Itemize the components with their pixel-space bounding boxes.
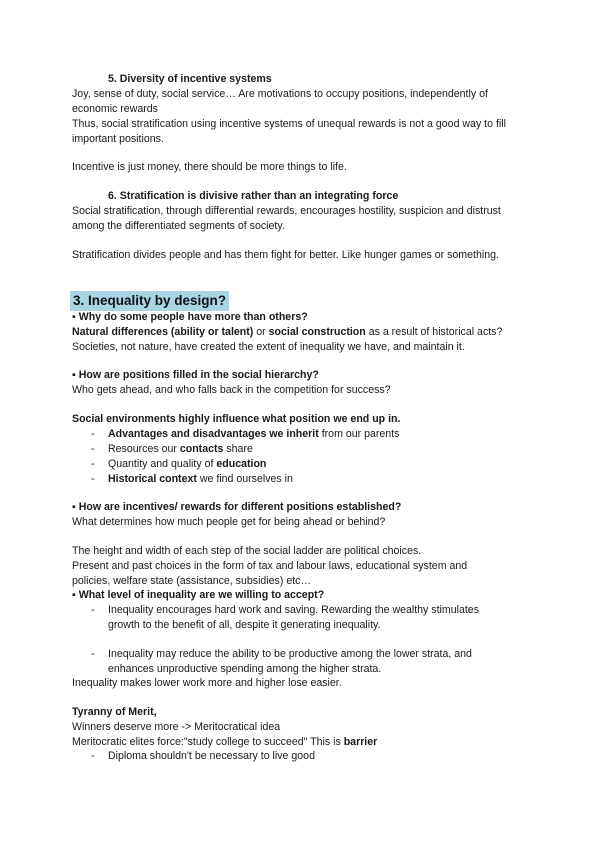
text-run: Resources our (108, 443, 180, 455)
bold-phrase: Advantages and disadvantages we inherit (108, 428, 319, 440)
list-item: Diploma shouldn't be necessary to live good (108, 750, 315, 762)
section-5-heading: 5. Diversity of incentive systems (108, 73, 272, 85)
paragraph-line: important positions. (72, 133, 164, 145)
list-dash: - (91, 750, 95, 762)
paragraph-line: Who gets ahead, and who falls back in the competition for success? (72, 384, 391, 396)
question-3: ▪ How are incentives/ rewards for different positions established? (72, 501, 402, 513)
list-item (108, 442, 253, 457)
list-dash: - (91, 443, 95, 455)
question-2: ▪ How are positions filled in the social hierarchy? (72, 369, 319, 381)
tyranny-heading: Tyranny of Merit, (72, 706, 157, 718)
text-run: share (223, 443, 253, 455)
paragraph-line: Joy, sense of duty, social service… Are motivations to occupy positions, independently of (72, 88, 488, 100)
text-run: or (253, 326, 269, 338)
bold-phrase: barrier (343, 736, 378, 748)
bold-phrase: education (216, 458, 267, 470)
paragraph-line: Societies, not nature, have created the extent of inequality we have, and maintain it. (72, 341, 465, 353)
section-3-heading: 3. Inequality by design? (70, 291, 229, 311)
list-item (108, 457, 266, 472)
paragraph-line: Social stratification, through differential rewards, encourages hostility, suspicion and distrust (72, 205, 501, 217)
paragraph-line: Present and past choices in the form of tax and labour laws, educational system and (72, 560, 468, 572)
paragraph-line: economic rewards (72, 103, 158, 115)
text-run: as a result of historical acts? (365, 326, 503, 338)
section-6-heading: 6. Stratification is divisive rather than an integrating force (108, 190, 399, 202)
text-run: we find ourselves in (196, 473, 293, 485)
text-run: Quantity and quality of (108, 458, 217, 470)
paragraph-line: Stratification divides people and has them fight for better. Like hunger games or something. (72, 249, 499, 261)
list-dash: - (91, 648, 95, 660)
text-run: from our parents (318, 428, 400, 440)
bold-phrase: social construction (268, 326, 366, 338)
list-dash: - (91, 428, 95, 440)
question-1: ▪ Why do some people have more than others? (72, 311, 308, 323)
bold-phrase: Natural differences (ability or talent) (72, 326, 254, 338)
paragraph-line (72, 325, 502, 340)
list-item-cont: growth to the benefit of all, despite it generating inequality. (108, 619, 381, 631)
paragraph-line: What determines how much people get for being ahead or behind? (72, 516, 386, 528)
env-heading: Social environments highly influence what position we end up in. (72, 413, 401, 425)
paragraph-line: Incentive is just money, there should be more things to life. (72, 161, 347, 173)
bold-phrase: contacts (179, 443, 224, 455)
paragraph-line (72, 735, 377, 750)
paragraph-line: Inequality makes lower work more and higher lose easier. (72, 677, 342, 689)
list-item: Inequality encourages hard work and saving. Rewarding the wealthy stimulates (108, 604, 479, 616)
paragraph-line: Winners deserve more -> Meritocratical idea (72, 721, 281, 733)
list-item (108, 472, 293, 487)
text-run: Meritocratic elites force:"study college to succeed" This is (72, 736, 344, 748)
list-dash: - (91, 604, 95, 616)
paragraph-line: Thus, social stratification using incentive systems of unequal rewards is not a good way to fill (72, 118, 506, 130)
list-item (108, 427, 399, 442)
paragraph-line: among the differentiated segments of society. (72, 220, 285, 232)
bold-phrase: Historical context (108, 473, 197, 485)
question-4: ▪ What level of inequality are we willing to accept? (72, 589, 325, 601)
list-dash: - (91, 473, 95, 485)
paragraph-line: The height and width of each step of the social ladder are political choices. (72, 545, 422, 557)
list-item-cont: enhances unproductive spending among the higher strata. (108, 663, 382, 675)
paragraph-line: policies, welfare state (assistance, subsidies) etc… (72, 575, 312, 587)
list-item: Inequality may reduce the ability to be productive among the lower strata, and (108, 648, 472, 660)
list-dash: - (91, 458, 95, 470)
